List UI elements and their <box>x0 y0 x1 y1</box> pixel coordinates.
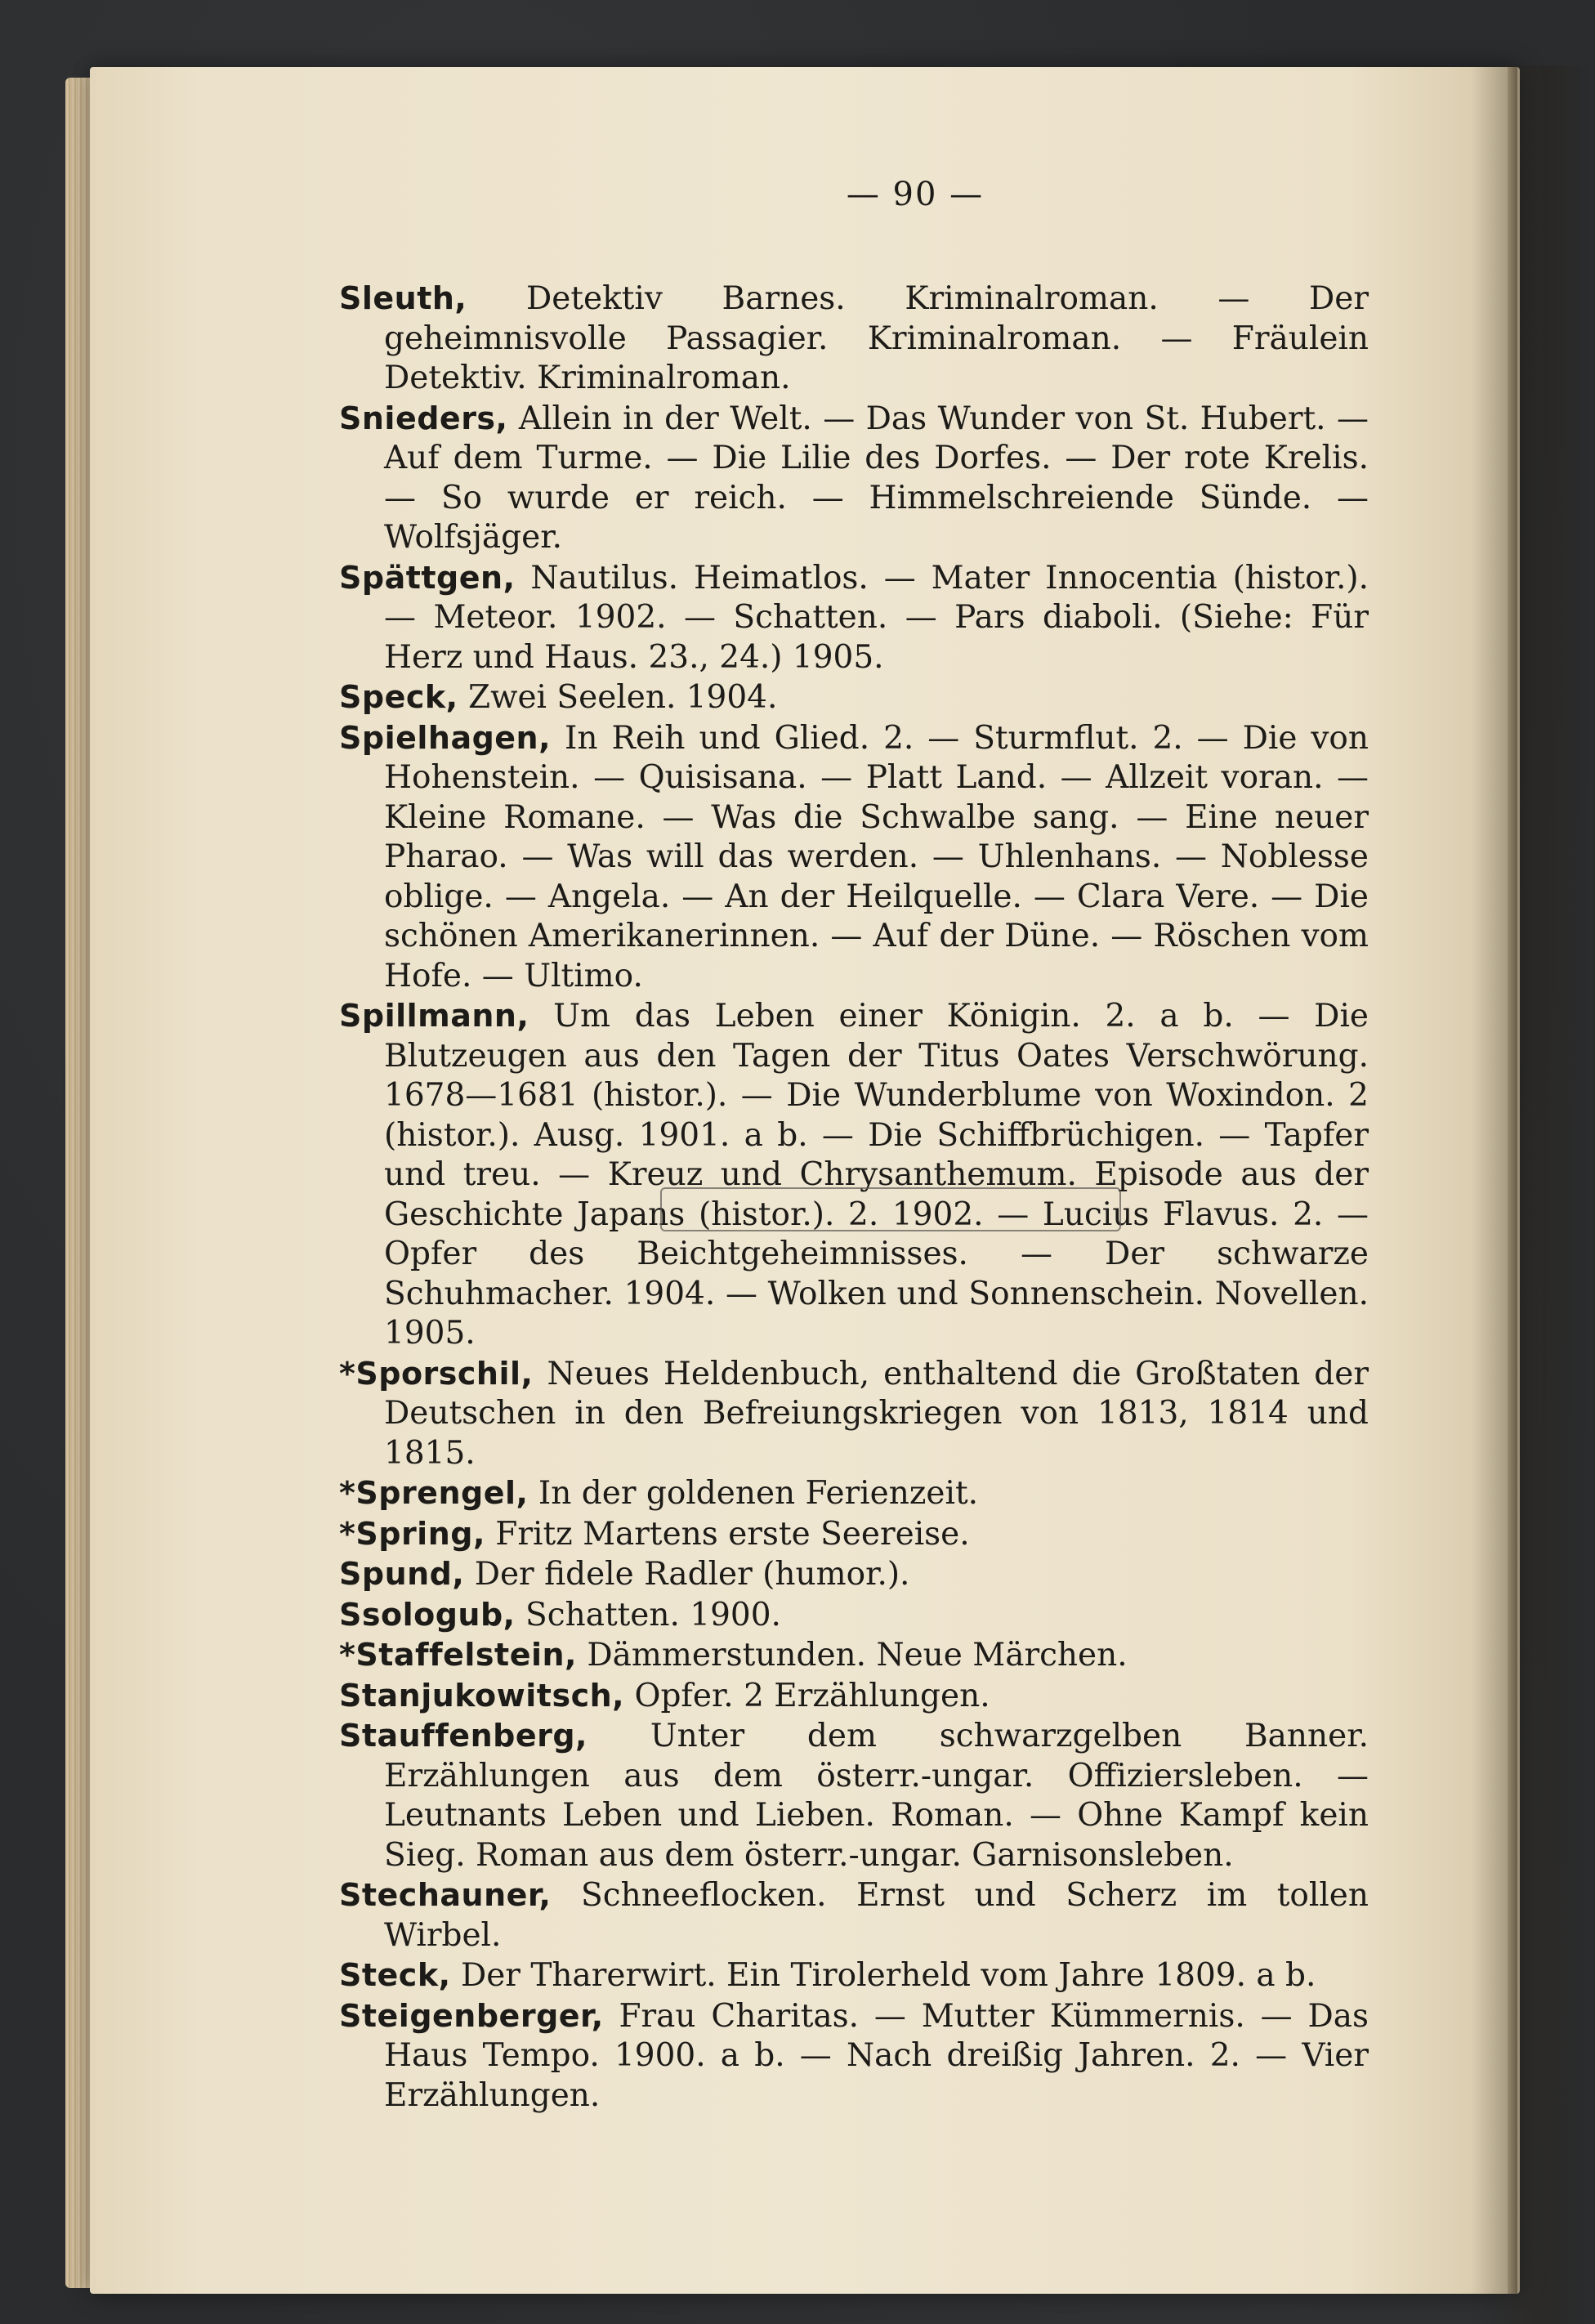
entry-works: In der goldenen Ferienzeit. <box>528 1475 979 1512</box>
entry-author: Spielhagen, <box>339 719 552 756</box>
entry-author: Ssologub, <box>339 1596 516 1633</box>
entry-works: Nautilus. Heimatlos. — Mater Innocentia (histor.). — Meteor. 1902. — Schatten. — Pars diaboli. (Siehe: Für Herz und Haus. 23., 24.) 1905. <box>384 559 1369 676</box>
entry-works: Neues Heldenbuch, enthaltend die Großtaten der Deutschen in den Befreiungskriegen von 1813, 1814 und 1815. <box>384 1355 1369 1472</box>
entry-works: Frau Charitas. — Mutter Kümmernis. — Das Haus Tempo. 1900. a b. — Nach dreißig Jahren. 2. — Vier Erzählungen. <box>384 1997 1369 2114</box>
entry-author: *Sprengel, <box>339 1475 529 1511</box>
catalog-entry <box>339 1473 1369 1514</box>
entry-author: Snieders, <box>339 400 508 436</box>
entry-author: Spättgen, <box>339 559 516 596</box>
catalog-entry <box>339 718 1369 997</box>
entry-works: Opfer. 2 Erzählungen. <box>624 1677 990 1714</box>
catalog-entry <box>339 1595 1369 1636</box>
entry-author: Stauffenberg, <box>339 1718 588 1754</box>
catalog-entry <box>339 1354 1369 1474</box>
entry-author: Spund, <box>339 1556 465 1592</box>
entry-works: Dämmerstunden. Neue Märchen. <box>576 1637 1128 1674</box>
entry-works: Schneeflocken. Ernst und Scherz im tollen Wirbel. <box>384 1877 1369 1954</box>
entry-works: Der fidele Radler (humor.). <box>464 1556 910 1593</box>
spine-shadow <box>1471 65 1595 2324</box>
entry-author: *Sporschil, <box>339 1355 534 1392</box>
catalog-entry <box>339 996 1369 1354</box>
entry-author: Sleuth, <box>339 280 467 316</box>
catalog-entry <box>339 399 1369 558</box>
entry-author: Stanjukowitsch, <box>339 1677 625 1714</box>
catalog-entry <box>339 1554 1369 1595</box>
entry-author: *Spring, <box>339 1515 485 1552</box>
entry-author: Stechauner, <box>339 1877 552 1913</box>
entry-author: *Staffelstein, <box>339 1637 577 1673</box>
entry-author: Spillmann, <box>339 998 529 1034</box>
catalog-entry <box>339 1996 1369 2116</box>
page-text-block <box>339 176 1369 2116</box>
entry-works: Der Tharerwirt. Ein Tirolerheld vom Jahre 1809. a b. <box>450 1957 1316 1994</box>
catalog-entry <box>339 279 1369 399</box>
pencil-annotation-box <box>660 1187 1121 1231</box>
catalog-entry <box>339 558 1369 678</box>
catalog-entry <box>339 1514 1369 1555</box>
catalog-entry <box>339 1955 1369 1996</box>
catalog-entry <box>339 677 1369 718</box>
entry-works: Detektiv Barnes. Kriminalroman. — Der geheimnisvolle Passagier. Kriminalroman. — Fräulein Detektiv. Kriminalroman. <box>384 280 1369 396</box>
entry-works: In Reih und Glied. 2. — Sturmflut. 2. — Die von Hohenstein. — Quisisana. — Platt Land. — Allzeit voran. — Kleine Romane. — Was die Schwalbe sang. — Eine neuer Pharao. — Was will das werden. — Uhlenhans. — Noblesse oblige. — Angela. — An der Heilquelle. — Clara Vere. — Die schönen Amerikanerinnen. — Auf der Düne. — Röschen vom Hofe. — Ultimo. <box>384 719 1369 994</box>
entry-works: Fritz Martens erste Seereise. <box>485 1515 970 1553</box>
entry-works: Unter dem schwarzgelben Banner. Erzählungen aus dem österr.-ungar. Offiziersleben. — Leutnants Leben und Lieben. Roman. — Ohne Kampf kein Sieg. Roman aus dem österr.-ungar. Garnisonsleben. <box>384 1718 1369 1874</box>
entry-author: Steck, <box>339 1957 451 1993</box>
catalog-entry <box>339 1875 1369 1955</box>
entry-author: Speck, <box>339 679 458 715</box>
page-number: — 90 — <box>846 176 985 213</box>
entry-works: Schatten. 1900. <box>515 1596 781 1634</box>
entry-author: Steigenberger, <box>339 1997 604 2034</box>
entry-works: Allein in der Welt. — Das Wunder von St. Hubert. — Auf dem Turme. — Die Lilie des Dorfes. — Der rote Krelis. — So wurde er reich. — Himmelschreiende Sünde. — Wolfsjäger. <box>384 400 1369 556</box>
entry-works: Um das Leben einer Königin. 2. a b. — Die Blutzeugen aus den Tagen der Titus Oates Verschwörung. 1678—1681 (histor.). — Die Wunderblume von Woxindon. 2 (histor.). Ausg. 1901. a b. — Die Schiffbrüchigen. — Tapfer und treu. — Kreuz und Chrysanthemum. Episode aus der Geschichte Japans (histor.). 2. 1902. — Lucius Flavus. 2. — Opfer des Beichtgeheimnisses. — Der schwarze Schuhmacher. 1904. — Wolken und Sonnenschein. Novellen. 1905. <box>384 998 1369 1352</box>
catalog-entry <box>339 1676 1369 1717</box>
catalog-entry <box>339 1716 1369 1875</box>
catalog-entry <box>339 1635 1369 1676</box>
entry-works: Zwei Seelen. 1904. <box>458 679 778 716</box>
